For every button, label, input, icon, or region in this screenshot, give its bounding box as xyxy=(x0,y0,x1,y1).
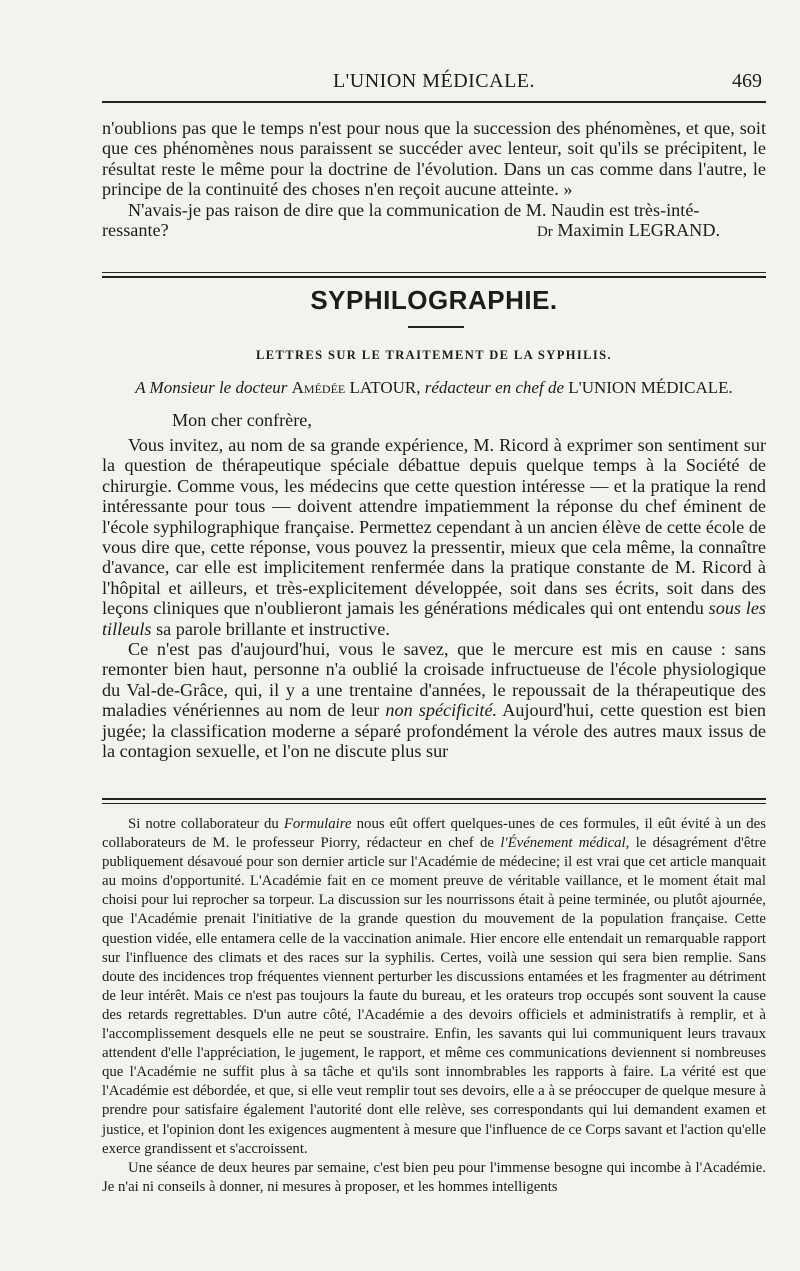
footnote-italic-formulaire: Formulaire xyxy=(283,816,352,832)
intro-paragraph-1: n'oublions pas que le temps n'est pour nous que la succession des phénomènes, et que, soit que ces phénomènes nous paraissent se succéder avec lenteur, soit qu'ils se précipitent, le résultat reste le même pour la doctrine de l'évolution. Dans un cas comme dans l'autre, le principe de la continuité des choses n'en reçoit aucune atteinte. » xyxy=(102,118,766,200)
letter-paragraph-1-text-a: Vous invitez, au nom de sa grande expérience, M. Ricord à exprimer son sentiment sur la question de thérapeutique spéciale débattue depuis quelque temps à la Société de chirurgie. Comme vous, les médecins que cette question intéresse — et la pratique la rend intéressante pour tous — doivent attendre impatiemment la réponse du chef éminent de l'école syphilographique française. Permettez cependant à un ancien élève de cette école de vous dire que, cette réponse, vous pouvez la pressentir, mieux que cela même, la connaître d'avance, car elle est implicitement renfermée dans la pratique constante de M. Ricord à l'hôpital et ailleurs, et très-explicitement développée, soit dans ses écrits, soit dans des leçons cliniques que n'oublieront jamais les générations médicales qui ont entendu xyxy=(102,435,766,619)
running-header xyxy=(102,70,766,98)
dedication-middle: rédacteur en chef de xyxy=(424,378,564,397)
salutation: Mon cher confrère, xyxy=(172,410,312,430)
letter-paragraph-2-text-a: Ce n'est pas d'aujourd'hui, vous le savez, que le mercure est mis en cause : sans remonter bien haut, personne n'a oublié la croisade infructueuse de l'école physiologique du Val-de-Grâce, qui, il y a une trentaine d'années, le repoussait de la thérapeutique des maladies vénériennes au nom de leur xyxy=(102,639,766,721)
letter-body xyxy=(102,435,766,762)
header-rule xyxy=(102,101,766,103)
footnote-rule-bottom xyxy=(102,803,766,804)
signature-surname: LEGRAND. xyxy=(628,220,720,241)
intro-text xyxy=(102,118,766,242)
letter-paragraph-1-text-b: sa parole brillante et instructive. xyxy=(156,618,390,639)
letter-paragraph-1-italic: sous les tilleuls xyxy=(102,598,767,639)
letter-paragraph-2 xyxy=(102,639,766,761)
intro-last-line: ressante? xyxy=(102,220,169,241)
signature-title: Dr xyxy=(536,224,553,241)
letter-paragraph-1 xyxy=(102,435,766,639)
letter-paragraph-2-text-b: Aujourd'hui, cette question est bien jugée; la classification moderne a séparé profondément la vérole des autres maux issus de la contagion sexuelle, et l'on ne discute plus sur xyxy=(102,700,767,762)
footnote-italic-evenement: l'Événement médical, xyxy=(500,835,630,852)
footnote-block xyxy=(102,815,766,1197)
section-title: SYPHILOGRAPHIE. xyxy=(310,285,558,315)
section-rule-bottom xyxy=(102,276,766,278)
footnote-paragraph-2: Une séance de deux heures par semaine, c'est bien peu pour l'immense besogne qui incombe à l'Académie. Je n'ai ni conseils à donner, ni mesures à proposer, et les hommes intelligents xyxy=(102,1159,766,1195)
section-rule-top xyxy=(102,272,766,273)
dedication-name: Amédée LATOUR, xyxy=(291,378,421,397)
letter-paragraph-2-italic: non spécificité. xyxy=(385,700,498,721)
signature-name: Maximin xyxy=(557,220,625,241)
signature-line xyxy=(102,220,766,242)
footnote-text-b: nous eût offert quelques-unes de ces formules, il eût évité à un des collaborateurs de M. le professeur Piorry, rédacteur en chef de xyxy=(102,816,767,852)
page-number: 469 xyxy=(732,70,762,92)
footnote-text-a: Si notre collaborateur du xyxy=(128,816,279,832)
dedication-prefix: A Monsieur le docteur xyxy=(135,378,288,397)
footnote-rule-top xyxy=(102,798,766,800)
running-title: L'UNION MÉDICALE. xyxy=(332,70,536,92)
signature xyxy=(537,220,720,242)
intro-paragraph-2: N'avais-je pas raison de dire que la communication de M. Naudin est très-inté- xyxy=(128,199,700,220)
footnote-paragraph-1 xyxy=(102,815,766,1159)
footnote-text-c: le désagrément d'être publiquement désavoué pour son dernier article sur l'Académie de médecine; il est vrai que cet article manquait au moins d'opportunité. L'Académie fait en ce moment preuve de véritable vaillance, et le moment était mal choisi pour lui reprocher sa torpeur. La discussion sur les nourrissons était à peine terminée, ou plutôt ajournée, que l'Académie prenait l'initiative de la grande question du mouvement de la population française. Cette question vidée, elle entamera celle de la vaccination animale. Hier encore elle entendait un remarquable rapport sur l'influence des climats et des races sur la syphilis. Certes, voilà une session qui sera bien remplie. Sans doute des incidences trop fréquentes viennent perturber les discussions entamées et les fragmenter au détriment de leur intérêt. Mais ce n'est pas toujours la faute du bureau, et les orateurs trop occupés sont souvent la cause des retards regrettables. D'un autre côté, l'Académie a des devoirs officiels et administratifs à remplir, et à l'accomplissement desquels elle ne peut se soustraire. Enfin, les savants qui lui communiquent leurs travaux attendent d'elle l'appréciation, le jugement, le rapport, et même ces communications deviennent si nombreuses que l'Académie ne suffit plus à sa tâche et qu'ils sont innombrables les rapports à faire. La vérité est que l'Académie est débordée, et que, si elle veut remplir tout ses devoirs, elle a à se préoccuper de quelque mesure à prendre pour satisfaire également l'autorité dont elle relève, ses correspondants qui lui demandent examen et justice, et l'opinion dont les exigences augmentent à mesure que l'influence de ce Corps savant et l'action qu'elle exerce grandissent et s'accroissent. xyxy=(102,835,767,1157)
dedication xyxy=(102,378,766,398)
subheading: LETTRES SUR LE TRAITEMENT DE LA SYPHILIS. xyxy=(256,348,612,362)
dedication-journal: L'UNION MÉDICALE. xyxy=(568,378,733,397)
title-underline xyxy=(408,326,464,328)
